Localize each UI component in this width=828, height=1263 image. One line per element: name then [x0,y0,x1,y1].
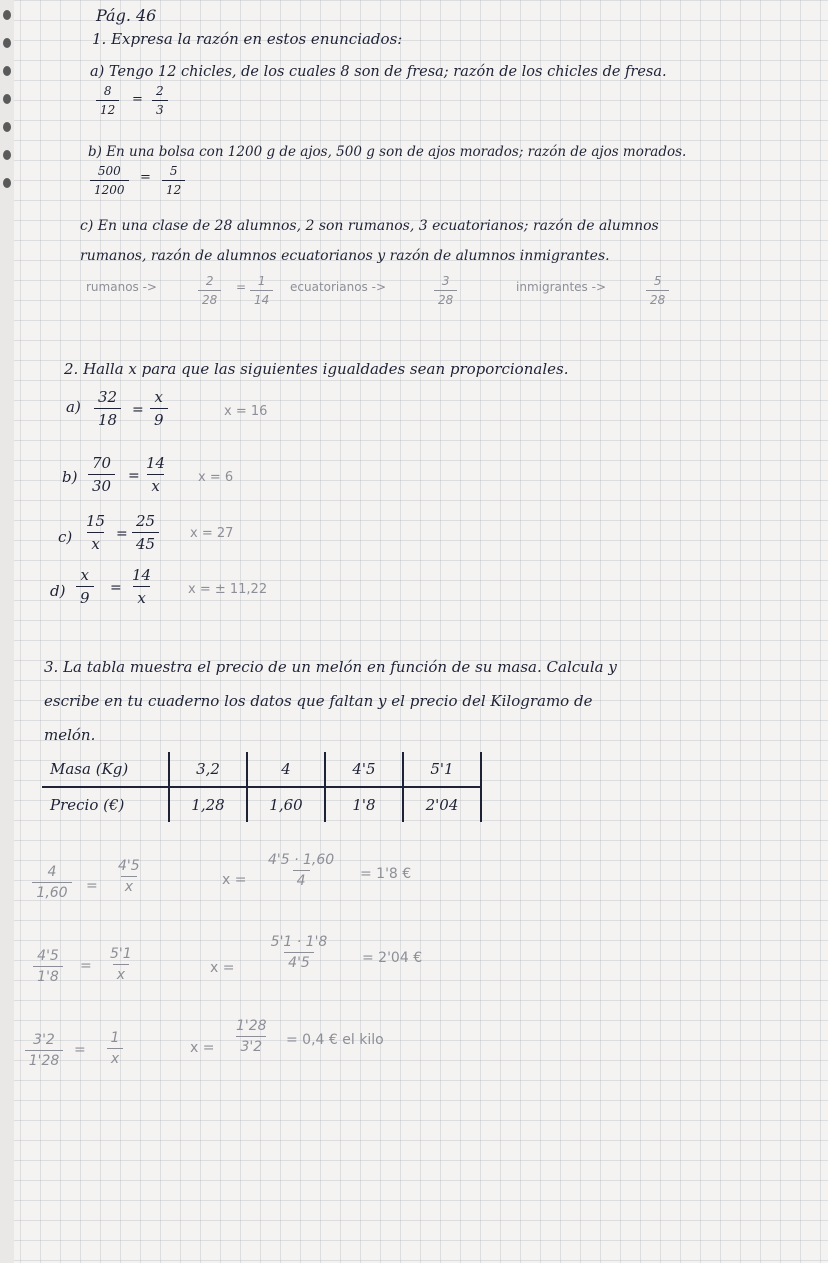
binder-hole [3,10,11,20]
exercise-3-line2: escribe en tu cuaderno los datos que faltan y el precio del Kilogramo de [44,692,593,710]
fraction-2c-left: $\frac{15}{x}$ [86,512,106,553]
calc3-result: = 0,4 € el kilo [286,1032,384,1048]
binder-hole [3,178,11,188]
equals-sign: = [140,170,151,185]
fraction-1b-left: $\frac{500}{1200}$ [90,164,129,197]
exercise-1c-text-line2: rumanos, razón de alumnos ecuatorianos y razón de alumnos inmigrantes. [80,248,610,264]
answer-2d: x = ± 11,22 [188,582,268,597]
binder-hole [3,94,11,104]
exercise-1c-text-line1: c) En una clase de 28 alumnos, 2 son rumanos, 3 ecuatorianos; razón de alumnos [80,218,659,234]
fraction-1a-left: $\frac{8}{12}$ [96,84,119,117]
fraction-2b-right: $\frac{14}{x}$ [146,454,166,495]
fraction-ecuatorianos: $\frac{3}{28}$ [434,274,457,307]
fraction-rumanos-simplified: $\frac{1}{14}$ [250,274,273,307]
calc3-result-fraction: $\frac{1'28}{3'2}$ [236,1018,267,1055]
equals-sign: = [128,468,140,484]
equals-sign: = [80,958,92,974]
calc1-result: = 1'8 € [360,866,412,882]
table-row-mass [42,752,481,787]
calc1-x-equals: x = [222,872,247,888]
calc3-right-fraction: $\frac{1}{x}$ [100,1030,130,1067]
calc2-x-equals: x = [210,960,235,976]
fraction-2a-right: $\frac{x}{9}$ [150,388,168,429]
fraction-2d-right: $\frac{14}{x}$ [132,566,152,607]
fraction-2d-left: $\frac{x}{9}$ [76,566,94,607]
table-cell: 1'8 [325,787,403,822]
equals-sign: = [236,280,247,294]
fraction-inmigrantes: $\frac{5}{28}$ [646,274,669,307]
binder-hole [3,122,11,132]
exercise-2d-label: d) [50,582,66,600]
table-cell: 4 [247,752,325,787]
exercise-2-heading: 2. Halla x para que las siguientes igualdades sean proporcionales. [64,360,569,378]
answer-2c: x = 27 [190,526,234,541]
exercise-3-line3: melón. [44,726,96,744]
calc2-result: = 2'04 € [362,950,423,966]
calc2-result-fraction: $\frac{5'1 \cdot 1'8}{4'5}$ [270,934,328,971]
answer-2b: x = 6 [198,470,234,485]
inmigrantes-label: inmigrantes -> [516,280,607,294]
binder-hole [3,150,11,160]
fraction-2c-right: $\frac{25}{45}$ [132,512,159,553]
exercise-1a-text: a) Tengo 12 chicles, de los cuales 8 son de fresa; razón de los chicles de fresa. [90,64,667,80]
price-table [42,752,482,822]
equals-sign: = [74,1042,86,1058]
equals-sign: = [132,92,143,107]
fraction-1a-right: $\frac{2}{3}$ [152,84,168,117]
table-cell: 5'1 [403,752,481,787]
table-row-price [42,787,481,822]
equals-sign: = [86,878,98,894]
notebook-margin [0,0,14,1263]
exercise-2a-label: a) [66,398,81,416]
fraction-2a-left: $\frac{32}{18}$ [94,388,121,429]
table-cell: 3,2 [169,752,247,787]
exercise-2c-label: c) [58,528,73,546]
table-header-price: Precio (€) [50,796,125,814]
ecuatorianos-label: ecuatorianos -> [290,280,387,294]
fraction-rumanos: $\frac{2}{28}$ [198,274,221,307]
binder-hole [3,38,11,48]
table-header-mass: Masa (Kg) [42,752,169,787]
exercise-1-heading: 1. Expresa la razón en estos enunciados: [92,30,403,48]
calc1-left-fraction: $\frac{4}{1,60}$ [30,864,74,901]
table-cell: 1,60 [247,787,325,822]
page-number: Pág. 46 [96,6,157,25]
table-cell: 4'5 [325,752,403,787]
calc2-right-fraction: $\frac{5'1}{x}$ [110,946,132,983]
calc3-x-equals: x = [190,1040,215,1056]
equals-sign: = [110,580,122,596]
equals-sign: = [116,526,128,542]
answer-2a: x = 16 [224,404,268,419]
calc3-left-fraction: $\frac{3'2}{1'28}$ [24,1032,64,1069]
calc2-left-fraction: $\frac{4'5}{1'8}$ [28,948,68,985]
table-cell: 1,28 [169,787,247,822]
equals-sign: = [132,402,144,418]
exercise-2b-label: b) [62,468,78,486]
exercise-3-line1: 3. La tabla muestra el precio de un melón en función de su masa. Calcula y [44,658,617,676]
table-cell: 2'04 [403,787,481,822]
exercise-1b-text: b) En una bolsa con 1200 g de ajos, 500 g son de ajos morados; razón de ajos morados. [88,144,687,160]
calc1-result-fraction: $\frac{4'5 \cdot 1,60}{4}$ [268,852,335,889]
calc1-right-fraction: $\frac{4'5}{x}$ [118,858,140,895]
fraction-2b-left: $\frac{70}{30}$ [88,454,115,495]
fraction-1b-right: $\frac{5}{12}$ [162,164,185,197]
rumanos-label: rumanos -> [86,280,157,294]
binder-hole [3,66,11,76]
